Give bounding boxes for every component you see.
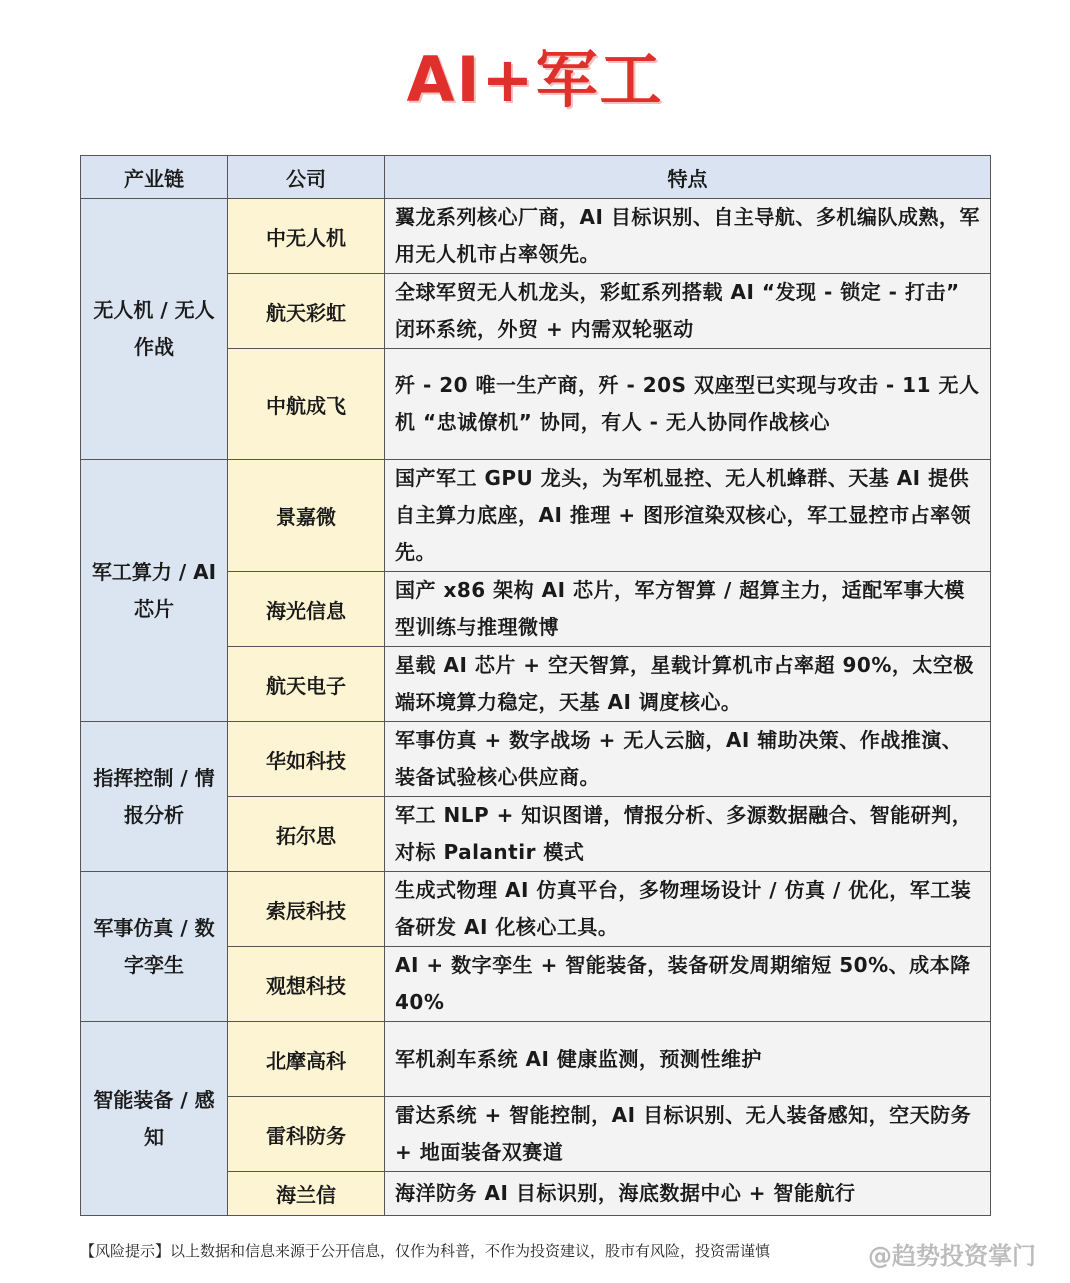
table-row [81,199,991,274]
company-cell: 海兰信 [228,1172,385,1216]
feature-cell: 雷达系统 + 智能控制，AI 目标识别、无人装备感知，空天防务 + 地面装备双赛道 [385,1097,991,1172]
feature-cell: 军机刹车系统 AI 健康监测，预测性维护 [385,1022,991,1097]
header-feature: 特点 [385,156,991,199]
company-cell: 景嘉微 [228,460,385,572]
feature-cell: 星载 AI 芯片 + 空天智算，星载计算机市占率超 90%，太空极端环境算力稳定，天基 AI 调度核心。 [385,647,991,722]
table-row [81,460,991,572]
feature-cell: 国产军工 GPU 龙头，为军机显控、无人机蜂群、天基 AI 提供自主算力底座，AI 推理 + 图形渲染双核心，军工显控市占率领先。 [385,460,991,572]
chain-cell: 指挥控制 / 情报分析 [81,722,228,872]
feature-cell: 国产 x86 架构 AI 芯片，军方智算 / 超算主力，适配军事大模型训练与推理微博 [385,572,991,647]
feature-cell: 全球军贸无人机龙头，彩虹系列搭载 AI “发现 - 锁定 - 打击” 闭环系统，外贸 + 内需双轮驱动 [385,274,991,349]
feature-cell: 翼龙系列核心厂商，AI 目标识别、自主导航、多机编队成熟，军用无人机市占率领先。 [385,199,991,274]
table-row [81,872,991,947]
company-cell: 航天电子 [228,647,385,722]
feature-cell: 军工 NLP + 知识图谱，情报分析、多源数据融合、智能研判，对标 Palantir 模式 [385,797,991,872]
feature-cell: 军事仿真 + 数字战场 + 无人云脑，AI 辅助决策、作战推演、装备试验核心供应商。 [385,722,991,797]
chain-cell: 军事仿真 / 数字孪生 [81,872,228,1022]
header-chain: 产业链 [81,156,228,199]
header-company: 公司 [228,156,385,199]
company-cell: 观想科技 [228,947,385,1022]
risk-disclaimer: 【风险提示】以上数据和信息来源于公开信息，仅作为科普，不作为投资建议，股市有风险，投资需谨慎 [80,1242,771,1260]
chain-cell: 军工算力 / AI 芯片 [81,460,228,722]
chain-cell: 智能装备 / 感知 [81,1022,228,1216]
table-row [81,1022,991,1097]
page-title: AI+军工 [406,43,664,116]
feature-cell: 海洋防务 AI 目标识别，海底数据中心 + 智能航行 [385,1172,991,1216]
company-cell: 航天彩虹 [228,274,385,349]
company-cell: 中航成飞 [228,349,385,460]
feature-cell: 生成式物理 AI 仿真平台，多物理场设计 / 仿真 / 优化，军工装备研发 AI 化核心工具。 [385,872,991,947]
feature-cell: 歼 - 20 唯一生产商，歼 - 20S 双座型已实现与攻击 - 11 无人机 “忠诚僚机” 协同，有人 - 无人协同作战核心 [385,349,991,460]
ai-military-table [80,155,991,1216]
company-cell: 雷科防务 [228,1097,385,1172]
company-cell: 拓尔思 [228,797,385,872]
watermark: @趋势投资掌门 [868,1242,1036,1270]
company-cell: 海光信息 [228,572,385,647]
company-cell: 中无人机 [228,199,385,274]
company-cell: 索辰科技 [228,872,385,947]
company-cell: 北摩高科 [228,1022,385,1097]
company-cell: 华如科技 [228,722,385,797]
table-header [81,156,991,199]
feature-cell: AI + 数字孪生 + 智能装备，装备研发周期缩短 50%、成本降 40% [385,947,991,1022]
chain-cell: 无人机 / 无人作战 [81,199,228,460]
table-row [81,722,991,797]
